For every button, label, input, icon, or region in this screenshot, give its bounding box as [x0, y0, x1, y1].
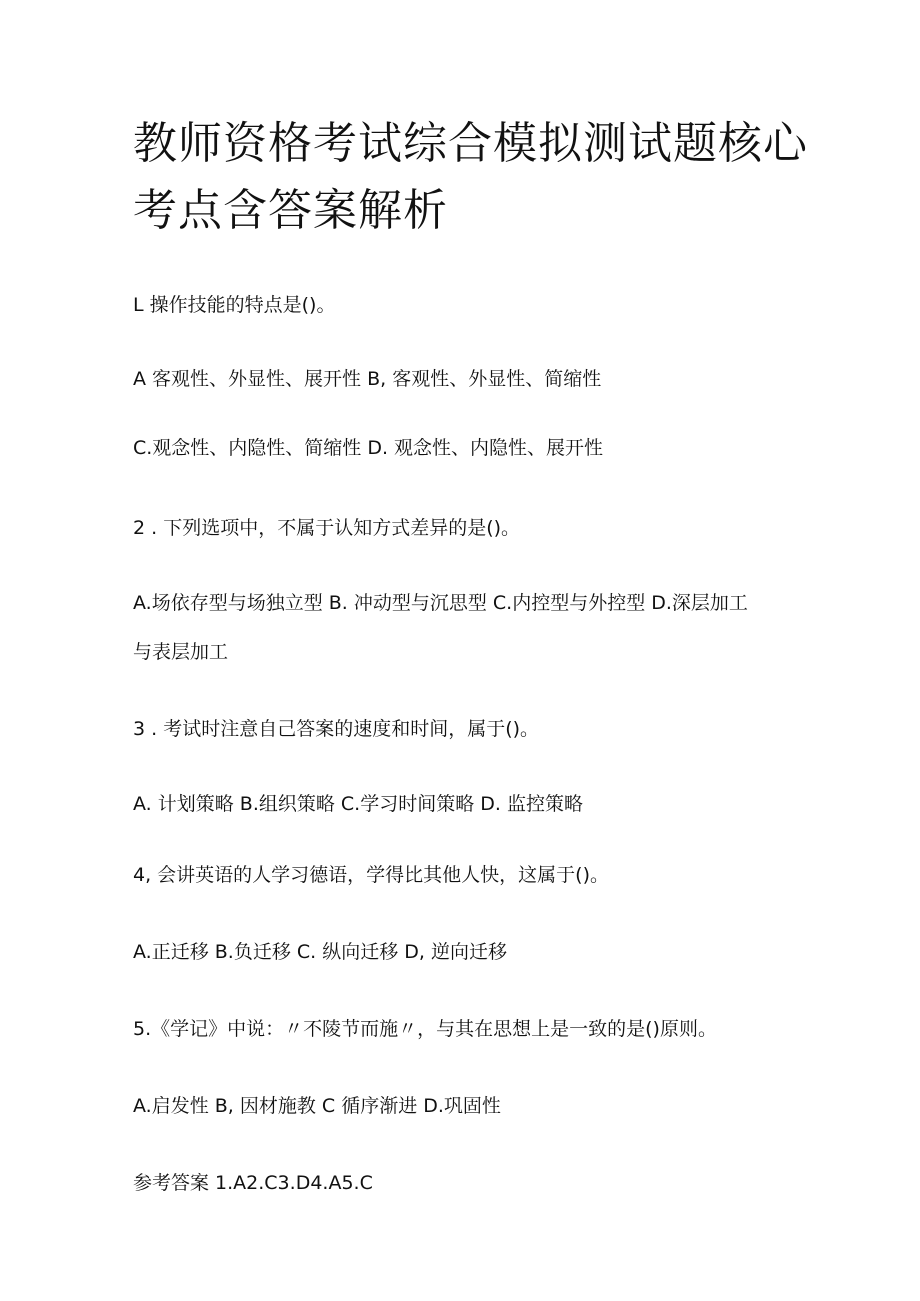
document-title-line-1: 教师资格考试综合模拟测试题核心: [133, 118, 808, 169]
question-2-options-line-1: A.场依存型与场独立型 B. 冲动型与沉思型 C.内控型与外控型 D.深层加工: [133, 592, 748, 614]
question-1-options-line-1: A 客观性、外显性、展开性 B, 客观性、外显性、简缩性: [133, 368, 602, 390]
answer-key: 参考答案 1.A2.C3.D4.A5.C: [133, 1172, 373, 1194]
document-title-line-2: 考点含答案解析: [133, 185, 448, 236]
question-3-options-line-1: A. 计划策略 B.组织策略 C.学习时间策略 D. 监控策略: [133, 793, 583, 815]
question-3-stem: 3 . 考试时注意自己答案的速度和时间，属于()。: [133, 718, 540, 740]
question-2-options-line-2: 与表层加工: [133, 641, 229, 663]
question-4-stem: 4, 会讲英语的人学习德语，学得比其他人快，这属于()。: [133, 864, 609, 886]
question-1-stem: L 操作技能的特点是()。: [133, 294, 336, 316]
question-5-stem: 5.《学记》中说：〃不陵节而施〃，与其在思想上是一致的是()原则。: [133, 1018, 717, 1040]
question-5-options-line-1: A.启发性 B, 因材施教 C 循序渐进 D.巩固性: [133, 1095, 501, 1117]
question-4-options-line-1: A.正迁移 B.负迁移 C. 纵向迁移 D, 逆向迁移: [133, 941, 507, 963]
question-1-options-line-2: C.观念性、内隐性、简缩性 D. 观念性、内隐性、展开性: [133, 437, 604, 459]
question-2-stem: 2 . 下列选项中，不属于认知方式差异的是()。: [133, 517, 521, 539]
